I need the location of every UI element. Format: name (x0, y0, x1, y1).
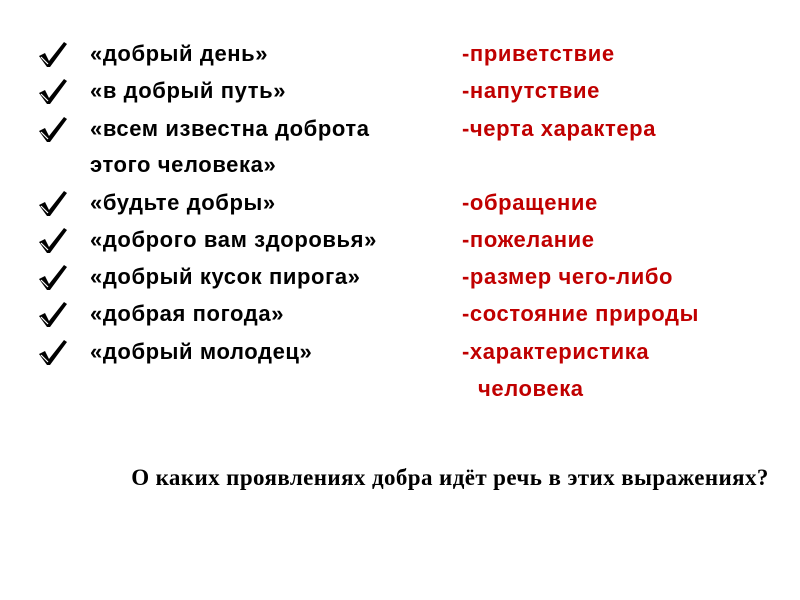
meaning-text: -пожелание (462, 227, 595, 252)
expression-text: «будьте добры» (90, 190, 276, 215)
check-icon (36, 262, 68, 292)
list-item (0, 74, 800, 112)
expression-text: «добрая погода» (90, 301, 285, 326)
list-item (0, 37, 800, 75)
meaning-text: -приветствие (462, 41, 615, 66)
expression-text: «добрый кусок пирога» (90, 264, 361, 289)
expression-text: «добрый молодец» (90, 339, 313, 364)
meaning-text: -размер чего-либо (462, 264, 674, 289)
meaning-text: -напутствие (462, 78, 601, 103)
list-item (0, 112, 800, 150)
check-icon (36, 337, 68, 367)
meaning-text: -обращение (462, 190, 598, 215)
meaning-text: -состояние природы (462, 301, 699, 326)
check-icon (36, 39, 68, 69)
check-icon (36, 76, 68, 106)
list-item (0, 335, 800, 373)
expression-text: «добрый день» (90, 41, 269, 66)
check-icon (36, 299, 68, 329)
check-icon (36, 225, 68, 255)
list-item (0, 186, 800, 224)
check-icon (36, 114, 68, 144)
meaning-text: -черта характера (462, 116, 657, 141)
meaning-continuation: человека (478, 376, 584, 401)
expression-text: «всем известна доброта (90, 116, 370, 141)
list-item (0, 297, 800, 335)
list-item (0, 223, 800, 261)
check-icon (36, 188, 68, 218)
expression-continuation: этого человека» (90, 152, 277, 177)
meaning-text: -характеристика (462, 339, 650, 364)
expression-text: «доброго вам здоровья» (90, 227, 377, 252)
expression-text: «в добрый путь» (90, 78, 287, 103)
list-item (0, 260, 800, 298)
question-text: О каких проявлениях добра идёт речь в этих выражениях? (131, 465, 769, 490)
